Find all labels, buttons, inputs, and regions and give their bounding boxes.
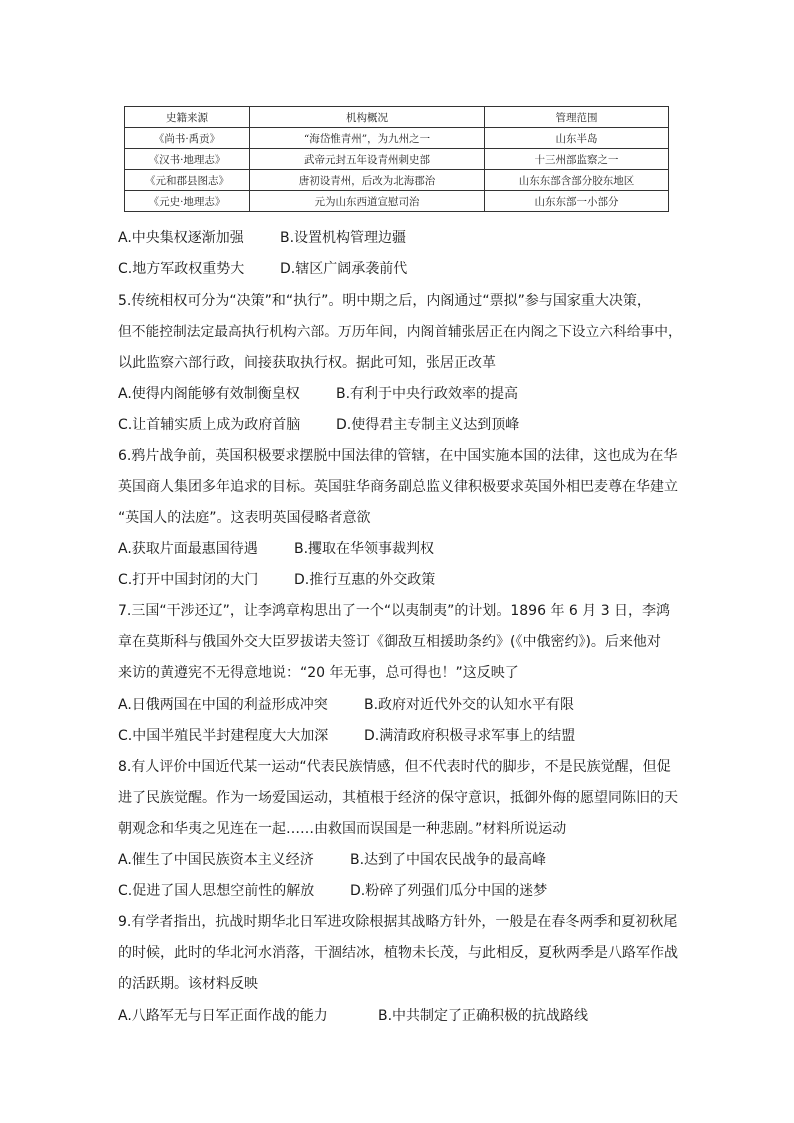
table-cell: 山东东部含部分胶东地区: [485, 170, 669, 191]
q9-option-a[interactable]: A.八路军无与日军正面作战的能力: [118, 1008, 328, 1024]
q7-stem-line: 7.三国“干涉还辽”，让李鸿章构思出了一个“以夷制夷”的计划。1896 年 6 月 3 日，李鸿: [118, 603, 671, 619]
q4-options-row-1: [118, 229, 406, 247]
q8-option-c[interactable]: C.促进了国人思想空前性的解放: [118, 883, 315, 899]
q6-option-c[interactable]: C.打开中国封闭的大门: [118, 572, 259, 588]
q5-option-b[interactable]: B.有利于中央行政效率的提高: [336, 386, 519, 402]
table-row: [125, 191, 669, 212]
table-cell: 山东东部一小部分: [485, 191, 669, 212]
q9-stem-line: 的活跃期。该材料反映: [118, 976, 258, 992]
table-header: 史籍来源: [125, 107, 250, 128]
q6-options-row-2: [118, 571, 435, 589]
q8-stem-line: 8.有人评价中国近代某一运动“代表民族情感，但不代表时代的脚步，不是民族觉醒，但促: [118, 759, 671, 775]
q4-option-b[interactable]: B.设置机构管理边疆: [280, 230, 407, 246]
q4-option-a[interactable]: A.中央集权逐渐加强: [118, 230, 244, 246]
q5-option-d[interactable]: D.使得君主专制主义达到顶峰: [336, 417, 520, 433]
q5-options-row-1: [118, 385, 518, 403]
q4-option-c[interactable]: C.地方军政权重势大: [118, 261, 245, 277]
q5-stem-line: 以此监察六部行政，间接获取执行权。据此可知，张居正改革: [118, 355, 496, 371]
table-cell: 《汉书·地理志》: [125, 149, 250, 170]
q9-options-row-1: [118, 1007, 588, 1025]
q6-stem-line: “英国人的法庭”。这表明英国侵略者意欲: [118, 510, 371, 526]
q5-stem-line: 5.传统相权可分为“决策”和“执行”。明中期之后，内阁通过“票拟”参与国家重大决策，: [118, 293, 651, 309]
q9-option-b[interactable]: B.中共制定了正确积极的抗战路线: [378, 1008, 589, 1024]
q5-option-a[interactable]: A.使得内阁能够有效制衡皇权: [118, 386, 300, 402]
history-table: [124, 106, 669, 212]
q6-stem-line: 英国商人集团多年追求的目标。英国驻华商务副总监义律积极要求英国外相巴麦尊在华建立: [118, 479, 678, 495]
q4-option-d[interactable]: D.辖区广阔承袭前代: [280, 261, 408, 277]
q6-option-d[interactable]: D.推行互惠的外交政策: [294, 572, 436, 588]
q6-stem-line: 6.鸦片战争前，英国积极要求摆脱中国法律的管辖，在中国实施本国的法律，这也成为在华: [118, 448, 678, 464]
table-cell: 《尚书·禹贡》: [125, 128, 250, 149]
q6-option-b[interactable]: B.攫取在华领事裁判权: [294, 541, 435, 557]
q7-option-b[interactable]: B.政府对近代外交的认知水平有限: [364, 697, 575, 713]
table-row: [125, 128, 669, 149]
q8-option-a[interactable]: A.催生了中国民族资本主义经济: [118, 852, 314, 868]
table-cell: 唐初设青州，后改为北海郡治: [250, 170, 485, 191]
q9-stem-line: 9.有学者指出，抗战时期华北日军进攻除根据其战略方针外，一般是在春冬两季和夏初秋尾: [118, 914, 678, 930]
q8-stem-line: 进了民族觉醒。作为一场爱国运动，其植根于经济的保守意识，抵御外侮的愿望同陈旧的天: [118, 790, 678, 806]
q7-option-a[interactable]: A.日俄两国在中国的利益形成冲突: [118, 697, 328, 713]
table-cell: 《元史·地理志》: [125, 191, 250, 212]
q5-option-c[interactable]: C.让首辅实质上成为政府首脑: [118, 417, 301, 433]
table-row: [125, 149, 669, 170]
table-cell: 元为山东西道宣慰司治: [250, 191, 485, 212]
table-header: 机构概况: [250, 107, 485, 128]
q7-option-d[interactable]: D.满清政府积极寻求军事上的结盟: [364, 728, 576, 744]
q8-options-row-1: [118, 851, 546, 869]
table-cell: 山东半岛: [485, 128, 669, 149]
q8-option-d[interactable]: D.粉碎了列强们瓜分中国的迷梦: [350, 883, 548, 899]
table-cell: 《元和郡县图志》: [125, 170, 250, 191]
q4-options-row-2: [118, 260, 407, 278]
table-row: [125, 170, 669, 191]
q7-options-row-1: [118, 696, 574, 714]
table-cell: “海岱惟青州”，为九州之一: [250, 128, 485, 149]
q5-stem-line: 但不能控制法定最高执行机构六部。万历年间，内阁首辅张居正在内阁之下设立六科给事中，: [118, 324, 682, 340]
q5-options-row-2: [118, 416, 519, 434]
table-cell: 武帝元封五年设青州刺史部: [250, 149, 485, 170]
q7-stem-line: 章在莫斯科与俄国外交大臣罗拔诺夫签订《御敌互相援助条约》(《中俄密约》)。后来他对: [118, 634, 661, 650]
q8-options-row-2: [118, 882, 547, 900]
q7-stem-line: 来访的黄遵宪不无得意地说：“20 年无事，总可得也！”这反映了: [118, 665, 519, 681]
q7-option-c[interactable]: C.中国半殖民半封建程度大大加深: [118, 728, 329, 744]
table-header: 管理范围: [485, 107, 669, 128]
table-cell: 十三州部监察之一: [485, 149, 669, 170]
q7-options-row-2: [118, 727, 575, 745]
q6-option-a[interactable]: A.获取片面最惠国待遇: [118, 541, 258, 557]
q6-options-row-1: [118, 540, 434, 558]
q9-stem-line: 的时候，此时的华北河水消落，干涸结冰，植物未长茂，与此相反，夏秋两季是八路军作战: [118, 945, 678, 961]
q8-stem-line: 朝观念和华夷之见连在一起……由救国而误国是一种悲剧。”材料所说运动: [118, 821, 567, 837]
q8-option-b[interactable]: B.达到了中国农民战争的最高峰: [350, 852, 547, 868]
table-header-row: [125, 107, 669, 128]
